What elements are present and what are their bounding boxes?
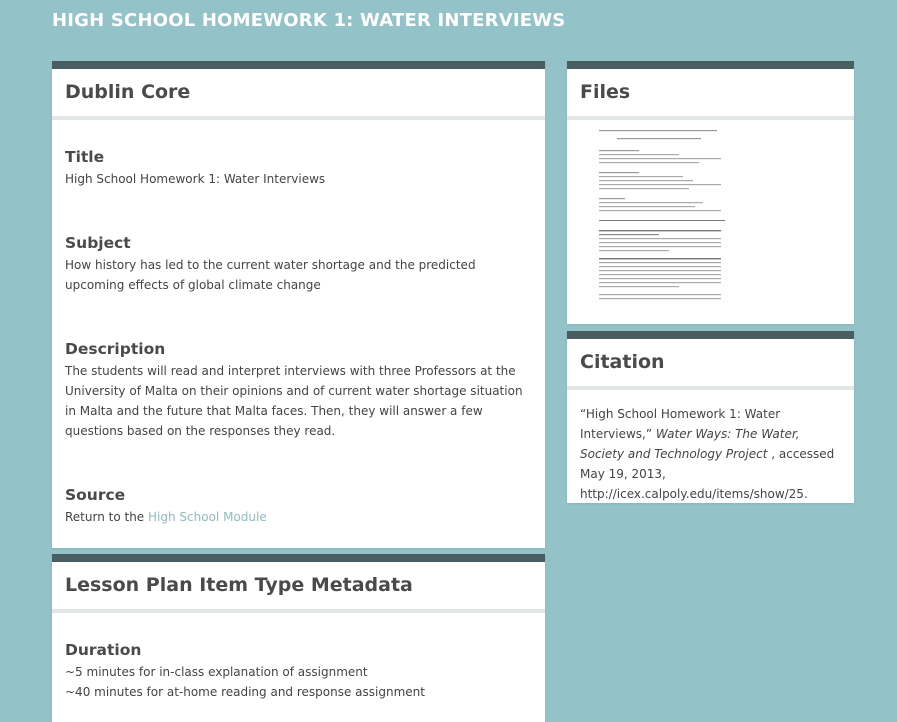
title-field <box>65 147 532 189</box>
duration-label: Duration <box>65 641 142 659</box>
dublin-core-panel <box>52 61 545 548</box>
title-value: High School Homework 1: Water Interviews <box>65 172 326 186</box>
duration-field <box>65 640 532 702</box>
citation-part-1: “High School Homework 1: Water Interviews,” <box>580 407 781 441</box>
subject-label: Subject <box>65 234 131 252</box>
duration-line-2: ~40 minutes for at-home reading and response assignment <box>65 685 425 699</box>
lesson-plan-heading: Lesson Plan Item Type Metadata <box>52 562 545 613</box>
description-label: Description <box>65 340 166 358</box>
subject-value: How history has led to the current water shortage and the predicted upcoming effects of global climate change <box>65 258 476 292</box>
duration-value <box>65 662 532 702</box>
lesson-plan-panel <box>52 554 545 722</box>
duration-line-1: ~5 minutes for in-class explanation of assignment <box>65 665 368 679</box>
citation-text <box>580 404 841 504</box>
description-field <box>65 339 532 441</box>
title-label: Title <box>65 148 105 166</box>
citation-project-name: Water Ways: The Water, Society and Technology Project <box>580 427 800 461</box>
high-school-module-link[interactable]: High School Module <box>148 510 267 524</box>
document-thumbnail-icon <box>595 124 725 302</box>
page-title: HIGH SCHOOL HOMEWORK 1: WATER INTERVIEWS <box>52 10 566 31</box>
citation-part-2: , accessed May 19, 2013, http://icex.calpoly.edu/items/show/25. <box>580 447 835 501</box>
description-value: The students will read and interpret interviews with three Professors at the University of Malta on their opinions and of current water shortage situation in Malta and the future that Malta faces. Then, they will answer a few questions based on the responses they read. <box>65 364 523 438</box>
subject-field <box>65 233 532 295</box>
citation-panel <box>567 331 854 503</box>
source-value <box>65 507 532 527</box>
file-thumbnail[interactable] <box>595 124 725 302</box>
files-heading: Files <box>567 69 854 120</box>
source-label: Source <box>65 486 126 504</box>
files-panel <box>567 61 854 324</box>
source-prefix: Return to the <box>65 510 145 524</box>
citation-heading: Citation <box>567 339 854 390</box>
dublin-core-heading: Dublin Core <box>52 69 545 120</box>
source-field <box>65 485 532 527</box>
